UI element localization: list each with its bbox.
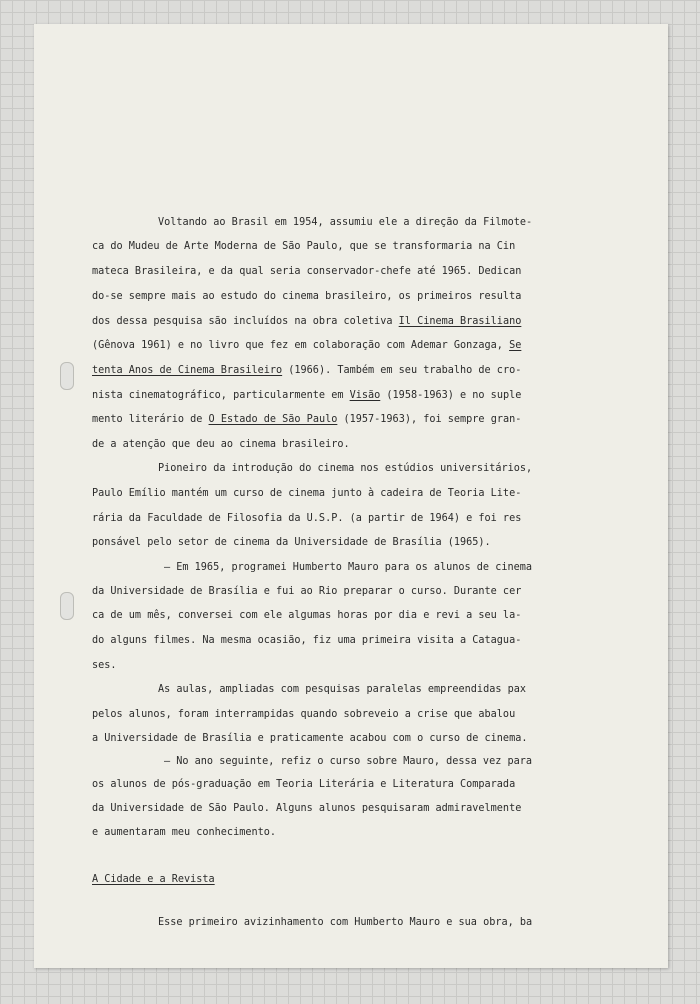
text-line: do-se sempre mais ao estudo do cinema brasileiro, os primeiros resulta <box>92 291 522 302</box>
text-line: rária da Faculdade de Filosofia da U.S.P. (a partir de 1964) e foi res <box>92 513 522 524</box>
typed-page <box>34 24 668 968</box>
publication-title: Visão <box>349 390 381 401</box>
text-line: mateca Brasileira, e da qual seria conservador-chefe até 1965. Dedican <box>92 266 522 277</box>
book-title: Il Cinema Brasiliano <box>398 316 522 327</box>
text-line: os alunos de pós-graduação em Teoria Literária e Literatura Comparada <box>92 779 516 790</box>
text-line: — No ano seguinte, refiz o curso sobre Mauro, dessa vez para <box>164 756 533 767</box>
text-line: mento literário de O Estado de São Paulo (1957-1963), foi sempre gran- <box>92 414 522 425</box>
text-line: do alguns filmes. Na mesma ocasião, fiz uma primeira visita a Catagua- <box>92 635 522 646</box>
text-line: da Universidade de Brasília e fui ao Rio preparar o curso. Durante cer <box>92 586 522 597</box>
publication-title: O Estado de São Paulo <box>208 414 338 425</box>
text-line: de a atenção que deu ao cinema brasileiro. <box>92 439 350 450</box>
text-line: ses. <box>92 660 117 671</box>
text-line: Paulo Emílio mantém um curso de cinema junto à cadeira de Teoria Lite- <box>92 488 522 499</box>
text-line: Voltando ao Brasil em 1954, assumiu ele a direção da Filmote- <box>158 217 533 228</box>
text-line: ca de um mês, conversei com ele algumas horas por dia e revi a seu la- <box>92 610 522 621</box>
text-line: e aumentaram meu conhecimento. <box>92 827 277 838</box>
text-line: Pioneiro da introdução do cinema nos estúdios universitários, <box>158 463 533 474</box>
text-line: dos dessa pesquisa são incluídos na obra coletiva Il Cinema Brasiliano <box>92 316 522 327</box>
text-line: — Em 1965, programei Humberto Mauro para os alunos de cinema <box>164 562 533 573</box>
text-line: nista cinematográfico, particularmente em Visão (1958-1963) e no suple <box>92 390 522 401</box>
text-line: tenta Anos de Cinema Brasileiro (1966). Também em seu trabalho de cro- <box>92 365 522 376</box>
book-title: Se <box>509 340 522 351</box>
binder-hole <box>60 362 74 390</box>
text-line: As aulas, ampliadas com pesquisas paralelas empreendidas pax <box>158 684 527 695</box>
binder-hole <box>60 592 74 620</box>
text-line: pelos alunos, foram interrampidas quando sobreveio a crise que abalou <box>92 709 516 720</box>
text-line: (Gênova 1961) e no livro que fez em colaboração com Ademar Gonzaga, Se <box>92 340 522 351</box>
text-line: Esse primeiro avizinhamento com Humberto Mauro e sua obra, ba <box>158 917 533 928</box>
text-line: a Universidade de Brasília e praticamente acabou com o curso de cinema. <box>92 733 528 744</box>
text-line: da Universidade de São Paulo. Alguns alunos pesquisaram admiravelmente <box>92 803 522 814</box>
text-line: ca do Mudeu de Arte Moderna de São Paulo, que se transformaria na Cin <box>92 241 516 252</box>
book-title: tenta Anos de Cinema Brasileiro <box>92 365 283 376</box>
section-heading: A Cidade e a Revista <box>92 874 215 885</box>
text-line: ponsável pelo setor de cinema da Universidade de Brasília (1965). <box>92 537 491 548</box>
